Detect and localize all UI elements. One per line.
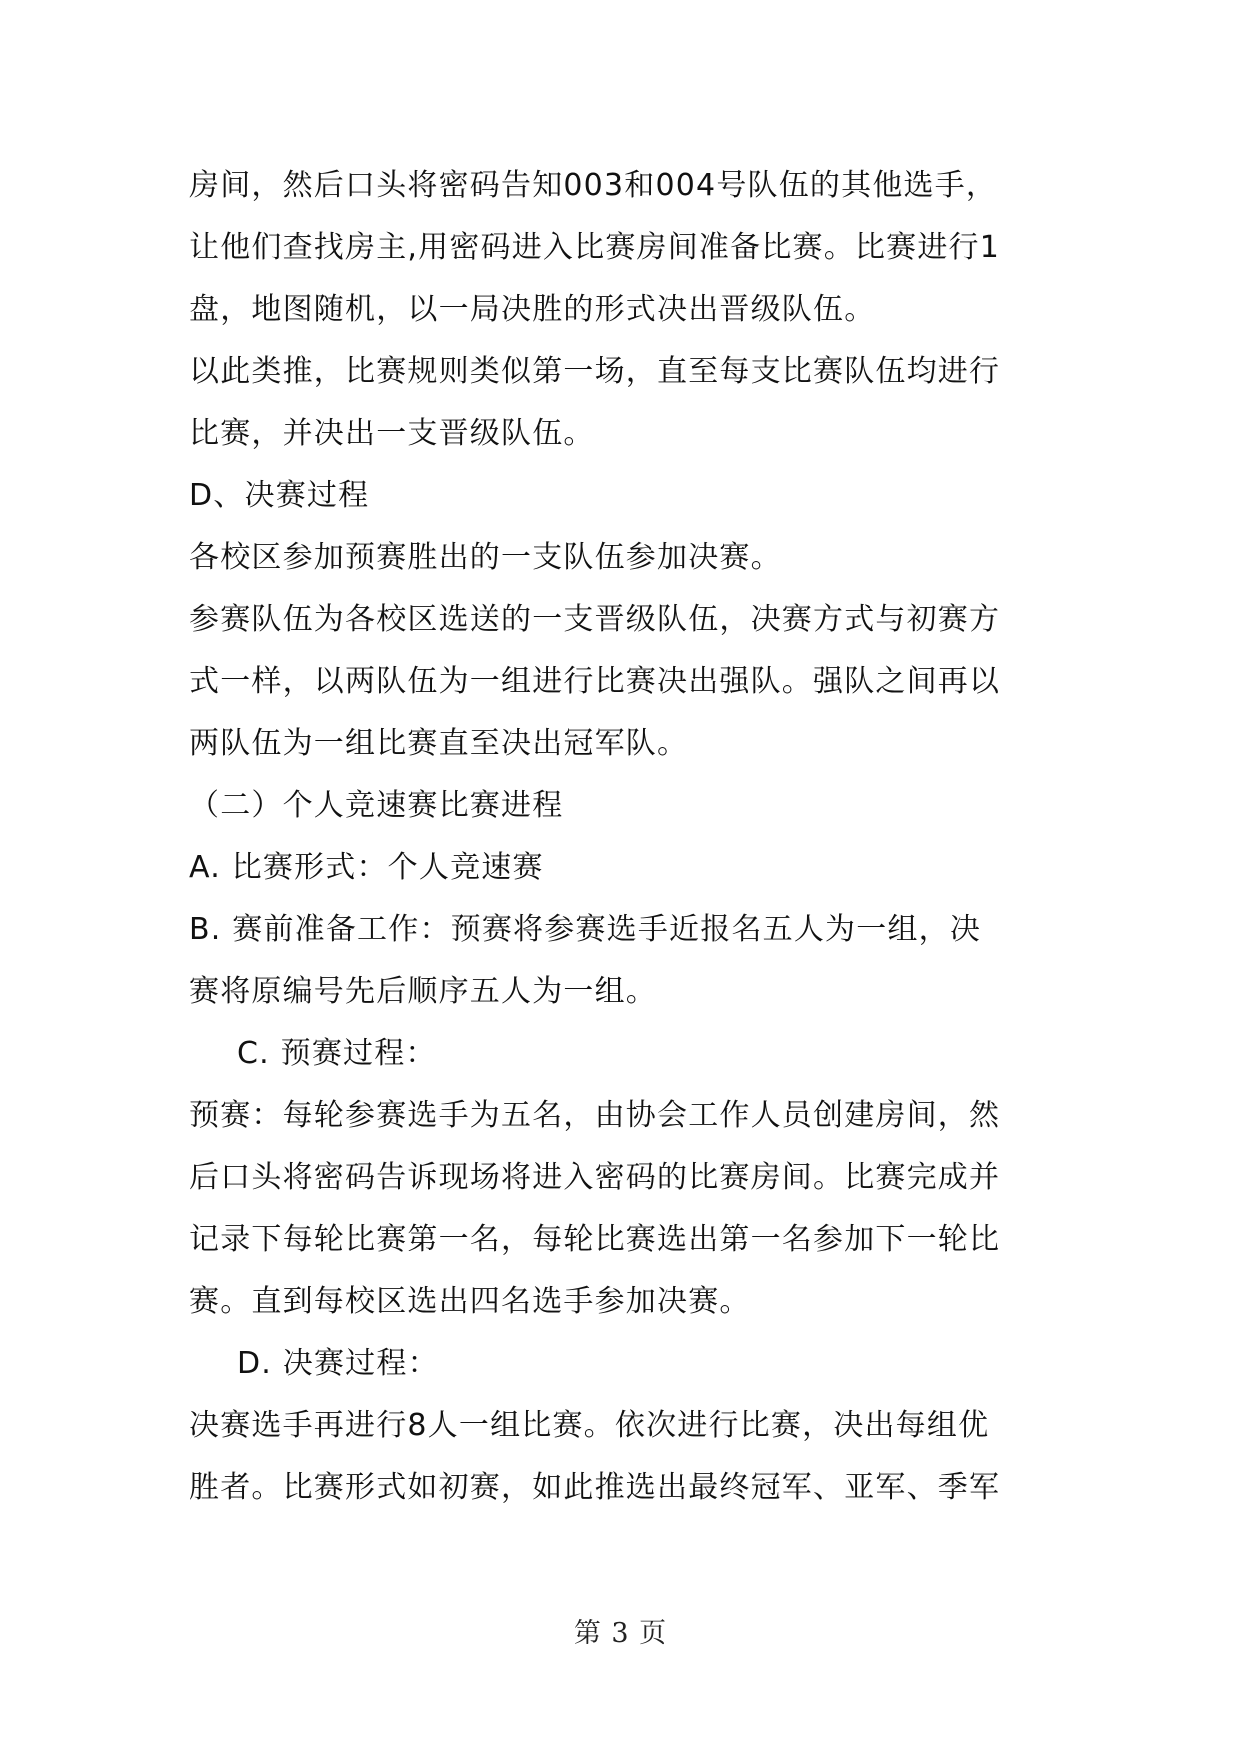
body-line: 式一样，以两队伍为一组进行比赛决出强队。强队之间再以 [189,664,1001,699]
body-line: 预赛：每轮参赛选手为五名，由协会工作人员创建房间，然 [189,1098,1001,1133]
body-line: 参赛队伍为各校区选送的一支晋级队伍，决赛方式与初赛方 [189,602,1001,637]
section-heading-individual-race: （二）个人竞速赛比赛进程 [189,788,564,823]
body-line: 决赛选手再进行8人一组比赛。依次进行比赛，决出每组优 [189,1408,990,1443]
body-line: 记录下每轮比赛第一名，每轮比赛选出第一名参加下一轮比 [189,1222,1001,1257]
item-b-preparation: B. 赛前准备工作：预赛将参赛选手近报名五人为一组，决 [189,912,982,947]
body-line: 赛将原编号先后顺序五人为一组。 [189,974,657,1009]
body-line: 两队伍为一组比赛直至决出冠军队。 [189,726,689,761]
body-line: 赛。直到每校区选出四名选手参加决赛。 [189,1284,751,1319]
body-line: 盘，地图随机，以一局决胜的形式决出晋级队伍。 [189,292,876,327]
section-heading-final: D、决赛过程 [189,478,370,513]
document-body [189,155,1069,1519]
body-line: 比赛，并决出一支晋级队伍。 [189,416,595,451]
page-number: 第 3 页 [573,1618,668,1649]
body-line: 以此类推，比赛规则类似第一场，直至每支比赛队伍均进行 [189,354,1001,389]
item-d-final: D. 决赛过程： [237,1346,439,1381]
body-line: 让他们查找房主,用密码进入比赛房间准备比赛。比赛进行1 [189,230,1001,265]
item-a-format: A. 比赛形式：个人竞速赛 [189,850,544,885]
item-c-preliminary: C. 预赛过程： [237,1036,437,1071]
body-line: 胜者。比赛形式如初赛，如此推选出最终冠军、亚军、季军 [189,1470,1001,1505]
body-line: 房间，然后口头将密码告知003和004号队伍的其他选手， [189,168,998,203]
body-line: 各校区参加预赛胜出的一支队伍参加决赛。 [189,540,782,575]
body-line: 后口头将密码告诉现场将进入密码的比赛房间。比赛完成并 [189,1160,1001,1195]
